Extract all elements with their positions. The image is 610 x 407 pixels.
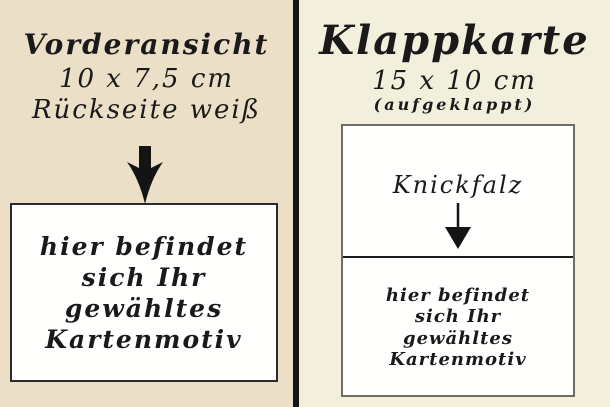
fold-label: Knickfalz — [392, 171, 524, 199]
front-view-title: Vorderansicht — [23, 28, 270, 61]
folding-card-panel — [299, 0, 610, 407]
motif-line: sich Ihr — [81, 262, 207, 292]
motif-line: Kartenmotiv — [45, 324, 243, 354]
front-motif-placeholder — [10, 203, 278, 382]
folding-motif-placeholder — [343, 258, 573, 395]
front-view-back-note: Rückseite weiß — [31, 95, 262, 125]
motif-line: gewähltes — [402, 327, 514, 349]
folding-card-title: Klappkarte — [319, 17, 590, 64]
folding-card-upper-half — [343, 126, 573, 256]
motif-line: hier befindet — [39, 231, 249, 261]
folding-card-dimensions: 15 x 10 cm — [372, 66, 537, 96]
front-view-dimensions: 10 x 7,5 cm — [58, 64, 235, 94]
front-view-panel — [0, 0, 293, 407]
thin-down-arrow-icon — [442, 203, 474, 255]
folding-card-state-note: (aufgeklappt) — [373, 95, 536, 114]
thick-down-arrow-icon — [123, 146, 167, 210]
folding-card-sheet — [341, 124, 575, 397]
motif-line: hier befindet — [385, 284, 531, 306]
motif-line: Kartenmotiv — [389, 349, 527, 370]
motif-line: sich Ihr — [414, 306, 502, 327]
motif-line: gewähltes — [64, 293, 224, 323]
